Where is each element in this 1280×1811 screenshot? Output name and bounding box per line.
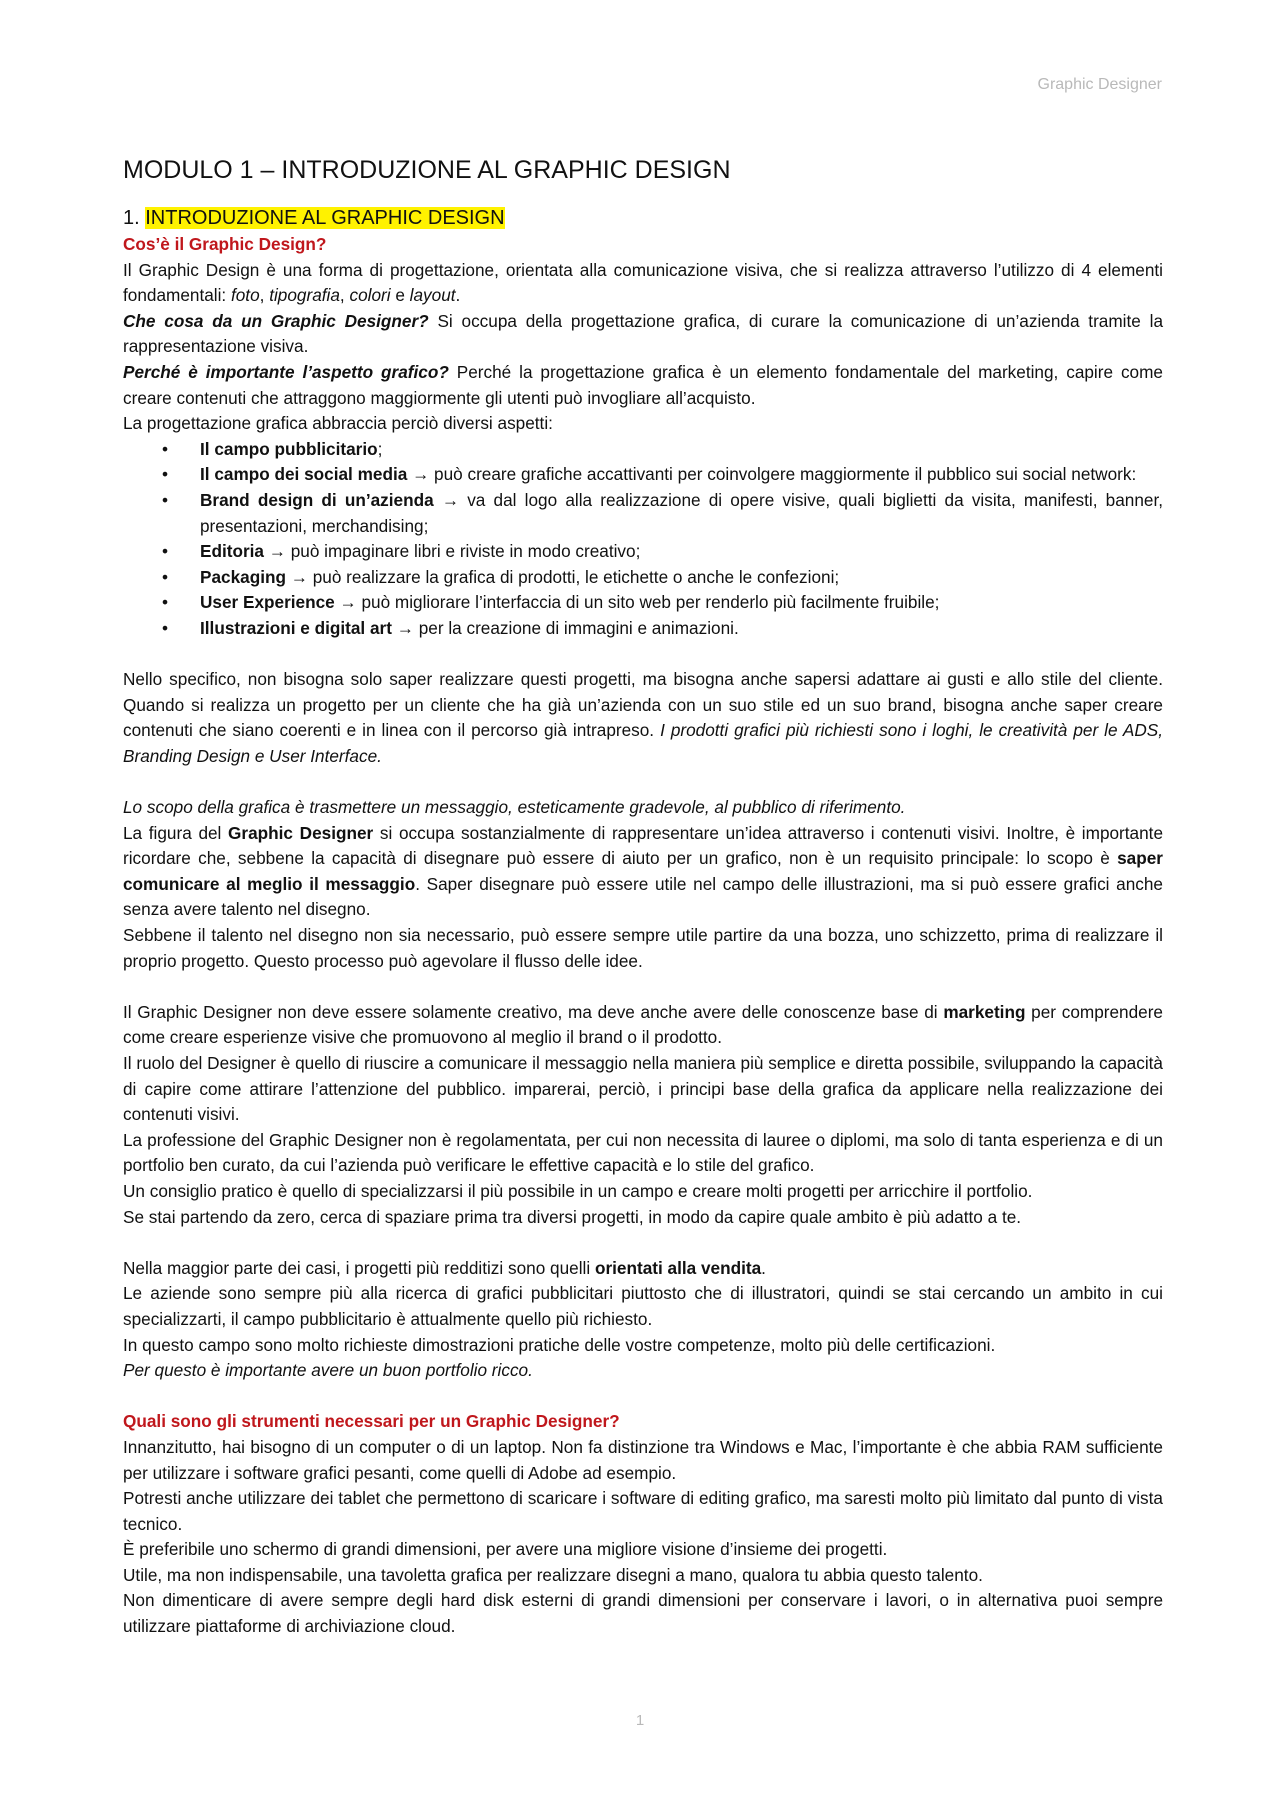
running-header: Graphic Designer	[1037, 76, 1162, 93]
term-layout: layout	[409, 285, 456, 306]
inline-question: Perché è importante l’aspetto grafico?	[123, 361, 449, 382]
item-text: → può realizzare la grafica di prodotti, le etichette o anche le confezioni;	[285, 566, 840, 587]
item-term: Brand design di un’azienda	[200, 489, 434, 510]
paragraph-profession: La professione del Graphic Designer non è regolamentata, per cui non necessita di lauree o diplomi, ma solo di tanta esperienza e di un portfolio ben curato, da cui l’azienda può verificare le effettive capacità e lo stile del grafico.	[123, 1129, 1163, 1176]
item-term: Editoria	[200, 541, 264, 562]
item-term: Il campo pubblicitario	[200, 438, 378, 459]
text: .	[761, 1257, 766, 1278]
paragraph-marketing	[123, 1000, 1163, 1051]
paragraph-advice: Un consiglio pratico è quello di specializzarsi il più possibile in un campo e creare molti progetti per arricchire il portfolio.	[123, 1180, 1033, 1201]
list-item	[200, 565, 1163, 591]
page-content	[123, 154, 1163, 1640]
paragraph-specifics	[123, 667, 1163, 769]
item-term: Il campo dei social media	[200, 464, 408, 485]
list-item	[200, 488, 1163, 539]
italic-note: I prodotti grafici più richiesti sono i loghi, le creatività per le ADS, Branding Design e User Interface.	[123, 720, 1163, 766]
paragraph-portfolio	[123, 1358, 1163, 1384]
item-term: Illustrazioni e digital art	[200, 617, 392, 638]
paragraph-purpose	[123, 795, 1163, 821]
spacer	[123, 974, 1163, 1000]
text: ,	[339, 285, 350, 306]
list-item	[200, 539, 1163, 565]
bold-term: Graphic Designer	[228, 822, 374, 843]
spacer	[123, 1230, 1163, 1256]
section-number: 1.	[123, 207, 146, 229]
text: Nello specifico, non bisogna solo saper realizzare questi progetti, ma bisogna anche sapersi adattare ai gusti e allo stile del cliente. Quando si realizza un progetto per un cliente che ha già un’azienda con un suo stile ed un suo brand, bisogna anche saper creare contenuti che siano coerenti e in linea con il percorso già intrapreso.	[123, 669, 1163, 741]
text: per comprendere come creare esperienze visive che promuovono al meglio il brand o il prodotto.	[123, 1001, 1163, 1048]
term-tipografia: tipografia	[269, 285, 340, 306]
paragraph-screen: È preferibile uno schermo di grandi dimensioni, per avere una migliore visione d’insieme dei progetti.	[123, 1539, 888, 1560]
bold-term: orientati alla vendita	[594, 1257, 762, 1278]
italic-statement: Lo scopo della grafica è trasmettere un messaggio, esteticamente gradevole, al pubblico di riferimento.	[123, 797, 906, 818]
paragraph-companies: Le aziende sono sempre più alla ricerca di grafici pubblicitari piuttosto che di illustratori, quindi se stai cercando un ambito in cui specializzarti, il campo pubblicitario è attualmente quello più richiesto.	[123, 1283, 1163, 1329]
paragraph-aspects-intro: La progettazione grafica abbraccia perciò diversi aspetti:	[123, 413, 553, 434]
list-item	[200, 616, 1163, 642]
text: Si occupa della progettazione grafica, di curare la comunicazione di un’azienda tramite la rappresentazione visiva.	[123, 310, 1163, 357]
item-text: → va dal logo alla realizzazione di opere visive, quali biglietti da visita, manifesti, banner, presentazioni, merchandising;	[200, 489, 1163, 536]
paragraph-storage: Non dimenticare di avere sempre degli hard disk esterni di grandi dimensioni per conservare i lavori, o in alternativa puoi sempre utilizzare piattaforme di archiviazione cloud.	[123, 1590, 1163, 1637]
page-number: 1	[635, 1712, 645, 1729]
inline-question: Che cosa da un Graphic Designer?	[123, 310, 429, 331]
paragraph-importance	[123, 360, 1163, 411]
list-item	[200, 590, 1163, 616]
item-term: Packaging	[200, 566, 286, 587]
text: si occupa sostanzialmente di rappresentare un’idea attraverso i contenuti visivi. Inoltre, è importante ricordare che, sebbene la capacità di disegnare può essere di aiuto per un grafico, non è un requisito principale: lo scopo è	[123, 822, 1164, 869]
paragraph-graphics-tablet: Utile, ma non indispensabile, una tavoletta grafica per realizzare disegni a mano, qualora tu abbia questo talento.	[123, 1564, 983, 1585]
module-title: MODULO 1 – INTRODUZIONE AL GRAPHIC DESIGN	[123, 156, 731, 184]
section-heading	[123, 204, 1163, 232]
item-term: User Experience	[200, 592, 335, 613]
bold-term: marketing	[943, 1001, 1026, 1022]
paragraph-drawing: Sebbene il talento nel disegno non sia necessario, può essere sempre utile partire da una bozza, uno schizzetto, prima di realizzare il proprio progetto. Questo processo può agevolare il flusso delle idee.	[123, 925, 1163, 971]
text: ,	[259, 285, 270, 306]
list-item	[200, 462, 1163, 488]
text: Il Graphic Design è una forma di progettazione, orientata alla comunicazione visiva, che si realizza attraverso l’utilizzo di 4 elementi fondamentali:	[123, 259, 1163, 306]
italic-statement: Per questo è importante avere un buon portfolio ricco.	[123, 1360, 533, 1381]
list-item	[200, 437, 1163, 463]
item-text: → per la creazione di immagini e animazioni.	[391, 617, 739, 638]
item-text: → può creare grafiche accattivanti per coinvolgere maggiormente il pubblico sui social network:	[407, 464, 1137, 485]
paragraph-tablet: Potresti anche utilizzare dei tablet che permettono di scaricare i software di editing grafico, ma saresti molto più limitato dal punto di vista tecnico.	[123, 1488, 1163, 1534]
paragraph-profitable	[123, 1256, 1163, 1282]
item-text: → può migliorare l’interfaccia di un sito web per renderlo più facilmente fruibile;	[334, 592, 940, 613]
item-text: → può impaginare libri e riviste in modo creativo;	[263, 541, 641, 562]
question-tools: Quali sono gli strumenti necessari per un Graphic Designer?	[123, 1411, 620, 1432]
paragraph-designer-role: Il ruolo del Designer è quello di riuscire a comunicare il messaggio nella maniera più semplice e diretta possibile, sviluppando la capacità di capire come attirare l’attenzione del pubblico. imparerai, perciò, i principi base della grafica da applicare nella realizzazione dei contenuti visivi.	[123, 1053, 1163, 1125]
spacer	[123, 642, 1163, 668]
text: Nella maggior parte dei casi, i progetti più redditizi sono quelli	[123, 1257, 595, 1278]
text: La figura del	[123, 822, 229, 843]
text: Perché la progettazione grafica è un elemento fondamentale del marketing, capire come creare contenuti che attraggono maggiormente gli utenti può invogliare all’acquisto.	[123, 361, 1163, 408]
paragraph-demonstrations: In questo campo sono molto richieste dimostrazioni pratiche delle vostre competenze, molto più delle certificazioni.	[123, 1334, 996, 1355]
paragraph-definition	[123, 258, 1163, 309]
paragraph-starting: Se stai partendo da zero, cerca di spaziare prima tra diversi progetti, in modo da capire quale ambito è più adatto a te.	[123, 1206, 1022, 1227]
term-colori: colori	[349, 285, 391, 306]
paragraph-role	[123, 309, 1163, 360]
paragraph-computer: Innanzitutto, hai bisogno di un computer o di un laptop. Non fa distinzione tra Windows e Mac, l’importante è che abbia RAM sufficiente per utilizzare i software grafici pesanti, come quelli di Adobe ad esempio.	[123, 1436, 1163, 1483]
paragraph-designer-figure	[123, 821, 1163, 923]
section-title: INTRODUZIONE AL GRAPHIC DESIGN	[145, 207, 505, 229]
term-foto: foto	[230, 285, 260, 306]
aspects-list	[123, 437, 1163, 642]
text: .	[455, 285, 461, 306]
item-text: ;	[377, 438, 383, 459]
text: . Saper disegnare può essere utile nel campo delle illustrazioni, ma si può essere grafici anche senza avere talento nel disegno.	[123, 873, 1163, 920]
text: Il Graphic Designer non deve essere solamente creativo, ma deve anche avere delle conoscenze base di	[123, 1001, 944, 1022]
spacer	[123, 1384, 1163, 1410]
spacer	[123, 769, 1163, 795]
question-what-is-graphic-design: Cos’è il Graphic Design?	[123, 234, 327, 254]
bold-term: saper comunicare al meglio il messaggio	[123, 848, 1163, 894]
text: e	[390, 285, 410, 306]
